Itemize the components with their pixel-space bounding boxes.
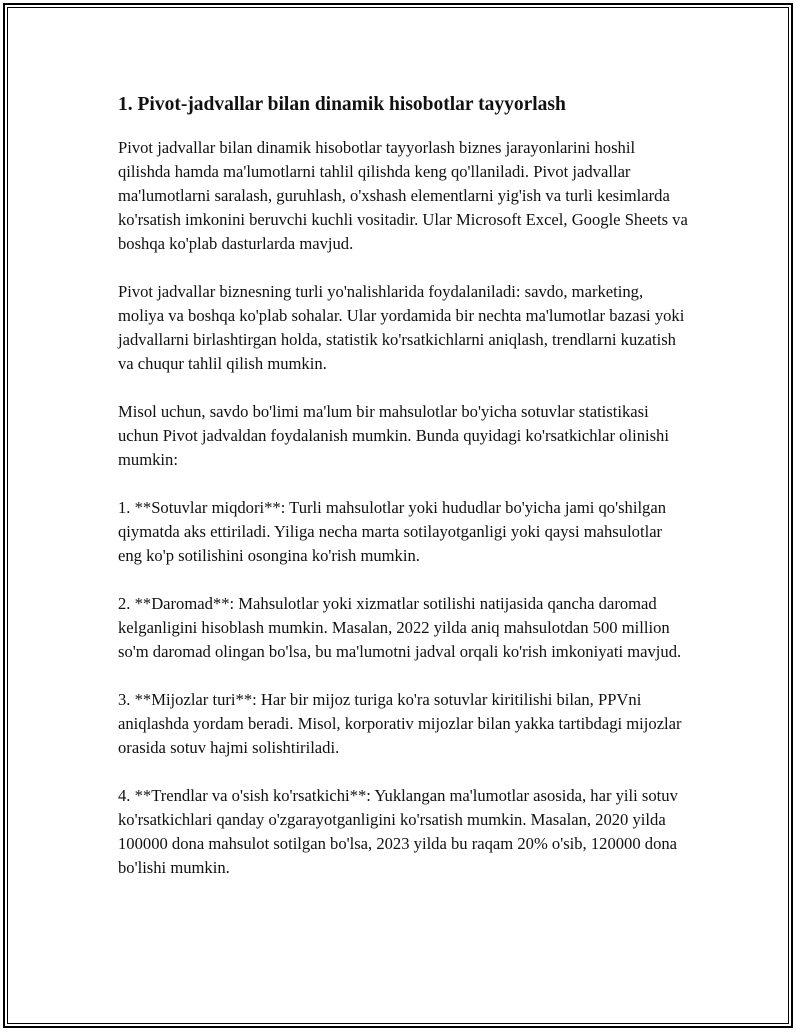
list-item-customer-type: 3. **Mijozlar turi**: Har bir mijoz turiga ko'ra sotuvlar kiritilishi bilan, PPVni aniqlashda yordam beradi. Misol, korporativ mijozlar bilan yakka tartibdagi mijozlar orasida sotuv hajmi solishtiriladi. xyxy=(118,690,682,757)
list-item-trends: 4. **Trendlar va o'sish ko'rsatkichi**: Yuklangan ma'lumotlar asosida, har yili sotuv ko'rsatkichlari qanday o'zgarayotganligini ko'rsatish mumkin. Masalan, 2020 yilda 100000 dona mahsulot sotilgan bo'lsa, 2023 yilda bu raqam 20% o'sib, 120000 dona bo'lishi mumkin. xyxy=(118,786,678,877)
section-heading: 1. Pivot-jadvallar bilan dinamik hisobotlar tayyorlash xyxy=(118,94,566,115)
document-body xyxy=(118,92,688,904)
paragraph-intro: Pivot jadvallar bilan dinamik hisobotlar tayyorlash biznes jarayonlarini hoshil qilishda hamda ma'lumotlarni tahlil qilishda keng qo'llaniladi. Pivot jadvallar ma'lumotlarni saralash, guruhlash, o'xshash elementlarni yig'ish va turli kesimlarda ko'rsatish imkonini beruvchi kuchli vositadir. Ular Microsoft Excel, Google Sheets va boshqa ko'plab dasturlarda mavjud. xyxy=(118,138,688,253)
list-item-sales-volume: 1. **Sotuvlar miqdori**: Turli mahsulotlar yoki hududlar bo'yicha jami qo'shilgan qiymatda aks ettiriladi. Yiliga necha marta sotilayotganligi yoki qaysi mahsulotlar eng ko'p sotilishini osongina ko'rish mumkin. xyxy=(118,498,667,565)
paragraph-example: Misol uchun, savdo bo'limi ma'lum bir mahsulotlar bo'yicha sotuvlar statistikasi uchun Pivot jadvaldan foydalanish mumkin. Bunda quyidagi ko'rsatkichlar olinishi mumkin: xyxy=(118,402,669,469)
paragraph-usage: Pivot jadvallar biznesning turli yo'nalishlarida foydalaniladi: savdo, marketing, moliya va boshqa ko'plab sohalar. Ular yordamida bir nechta ma'lumotlar bazasi yoki jadvallarni birlashtirgan holda, statistik ko'rsatkichlarni aniqlash, trendlarni kuzatish va chuqur tahlil qilish mumkin. xyxy=(118,282,685,373)
list-item-revenue: 2. **Daromad**: Mahsulotlar yoki xizmatlar sotilishi natijasida qancha daromad kelganligini hisoblash mumkin. Masalan, 2022 yilda aniq mahsulotdan 500 million so'm daromad olingan bo'lsa, bu ma'lumotni jadval orqali ko'rish imkoniyati mavjud. xyxy=(118,594,682,661)
